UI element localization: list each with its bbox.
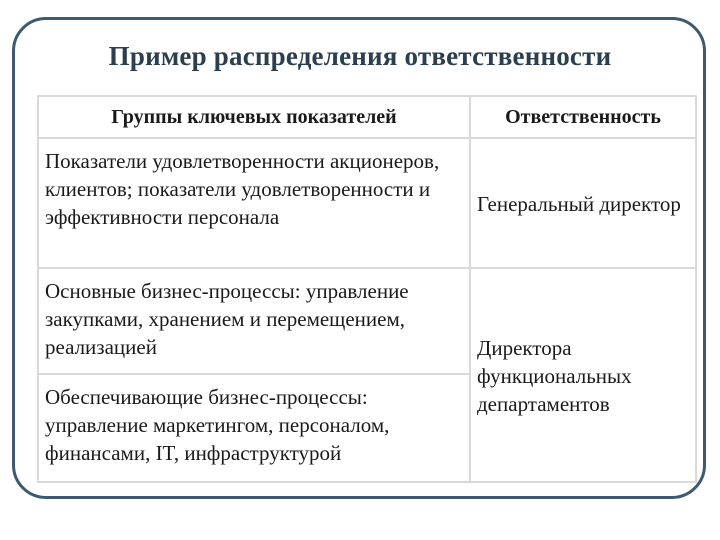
responsibility-text: Генеральный директор (477, 192, 681, 216)
kpi-group-text: Основные бизнес-процессы: управление закупками, хранением и перемещением, реализацией (45, 279, 409, 359)
responsibility-cell (470, 138, 696, 268)
kpi-group-text: Показатели удовлетворенности акционеров, клиентов; показатели удовлетворенности и эффективности персонала (45, 149, 440, 229)
kpi-group-text: Обеспечивающие бизнес-процессы: управление маркетингом, персоналом, финансами, IT, инфраструктурой (45, 385, 390, 465)
kpi-group-cell (38, 138, 470, 268)
kpi-group-cell (38, 268, 470, 374)
table-row (38, 268, 696, 374)
slide-title: Пример распределения ответственности (108, 41, 612, 71)
header-responsibility: Ответственность (470, 96, 696, 138)
table-header-row (38, 96, 696, 138)
table-row (38, 138, 696, 268)
responsibility-table (37, 95, 697, 483)
responsibility-table-container (37, 95, 695, 470)
header-kpi-groups: Группы ключевых показателей (38, 96, 470, 138)
responsibility-cell-merged (470, 268, 696, 482)
kpi-group-cell (38, 374, 470, 482)
responsibility-text: Директора функциональных департаментов (477, 336, 632, 416)
